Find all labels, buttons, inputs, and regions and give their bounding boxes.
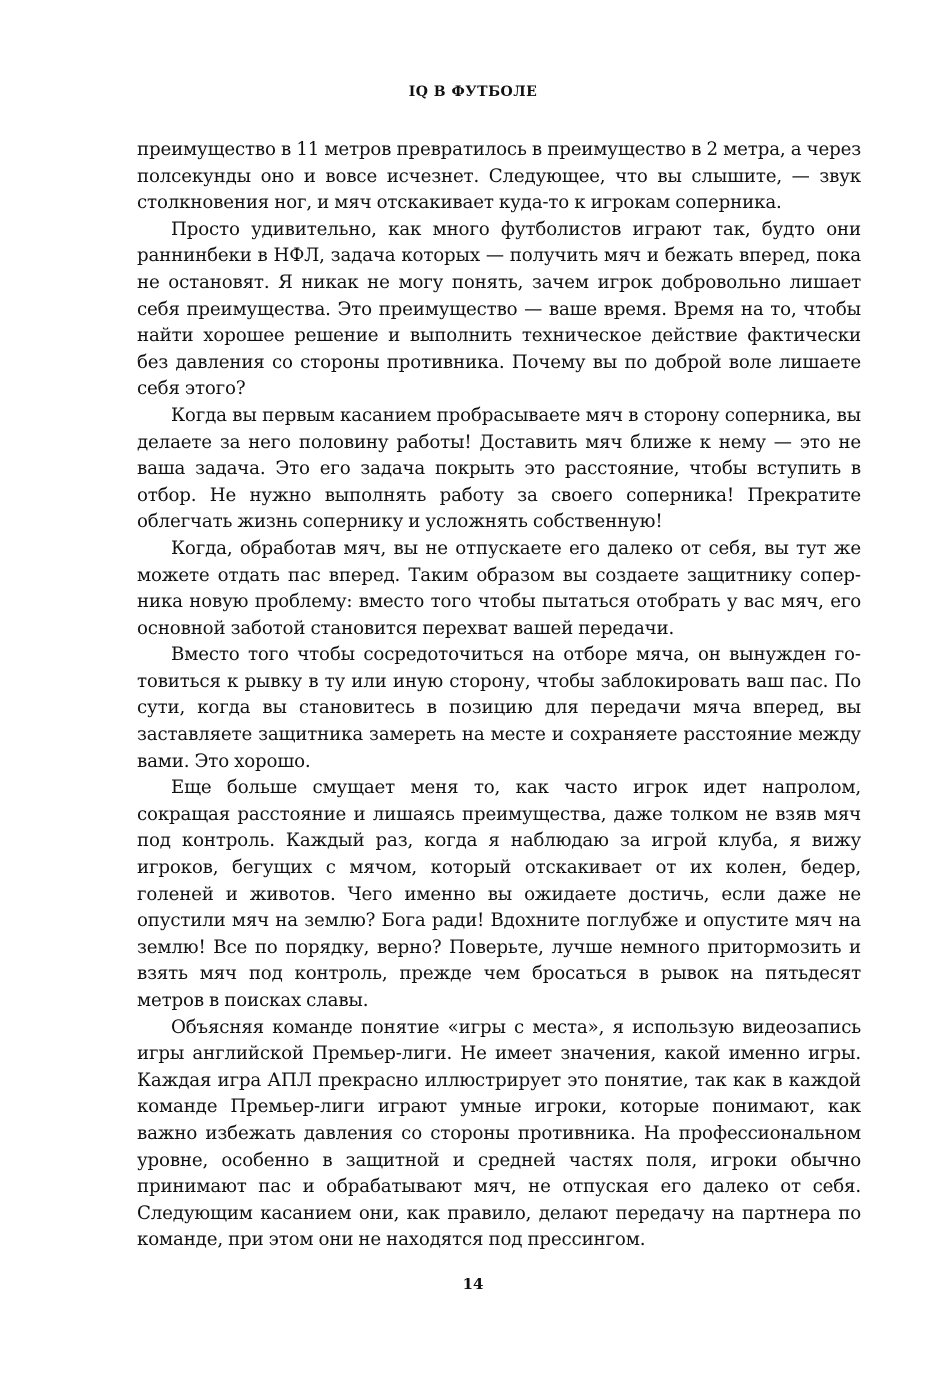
body-text <box>137 137 861 1254</box>
paragraph: Вместо того чтобы сосредоточиться на отборе мяча, он вынужден готовиться к рывку в ту или иную сторону, чтобы заблокировать ваш пас. По сути, когда вы становитесь в позицию для передачи мяча вперед, вы заставляете защитника замереть на месте и сохраняете расстояние между вами. Это хорошо. <box>137 644 861 772</box>
paragraph-continuation: преимущество в 11 метров превратилось в преимущество в 2 метра, а через полсекунды оно и вовсе исчезнет. Следующее, что вы слышите, — звук столкновения ног, и мяч отскакивает куда-то к игрокам соперника. <box>137 139 861 214</box>
paragraph: Когда вы первым касанием пробрасываете мяч в сторону соперника, вы делаете за него половину работы! Доставить мяч ближе к нему — это не ваша задача. Это его задача покрыть это расстояние, чтобы вступить в отбор. Не нужно выполнять работу за своего соперника! Прекратите облегчать жизнь сопернику и усложнять собственную! <box>137 404 861 533</box>
running-header-title: IQ В ФУТБОЛЕ <box>408 84 538 100</box>
paragraph: Просто удивительно, как много футболистов играют так, будто они раннинбеки в НФЛ, задача которых — получить мяч и бежать вперед, пока не остановят. Я никак не могу понять, зачем игрок добровольно лишает себя преимущества. Это преимущество — ваше время. Время на то, чтобы найти хорошее решение и выполнить техническое действие фактически без давления со стороны противника. Почему вы по доброй воле лишаете себя этого? <box>137 218 861 400</box>
paragraph: Еще больше смущает меня то, как часто игрок идет напролом, сокращая расстояние и лишаясь преимущества, даже толком не взяв мяч под контроль. Каждый раз, когда я наблюдаю за игрой клуба, я вижу игроков, бегущих с мячом, который отскакивает от их колен, бедер, голеней и животов. Чего именно вы ожидаете достичь, если даже не опустили мяч на землю? Бога ради! Вдохните поглубже и опустите мяч на землю! Все по порядку, верно? Поверьте, лучше немного притормозить и взять мяч под контроль, прежде чем бросаться в рывок на пятьдесят метров в поисках славы. <box>137 777 861 1011</box>
paragraph: Когда, обработав мяч, вы не отпускаете его далеко от себя, вы тут же можете отдать пас вперед. Таким образом вы создаете защитнику соперника новую проблему: вместо того чтобы пытаться отобрать у вас мяч, его основной заботой становится перехват вашей передачи. <box>137 537 861 639</box>
paragraph: Объясняя команде понятие «игры с места», я использую видеозапись игры английской Премьер-лиги. Не имеет значения, какой именно игры. Каждая игра АПЛ прекрасно иллюстрирует это понятие, так как в каждой команде Премьер-лиги играют умные игроки, которые понимают, как важно избежать давления со стороны противника. На профессиональном уровне, особенно в защитной и средней частях поля, игроки обычно принимают пас и обрабатывают мяч, не отпуская его далеко от себя. Следующим касанием они, как правило, делают передачу на партнера по команде, при этом они не находятся под прессингом. <box>137 1016 861 1251</box>
page-number: 14 <box>462 1275 484 1293</box>
